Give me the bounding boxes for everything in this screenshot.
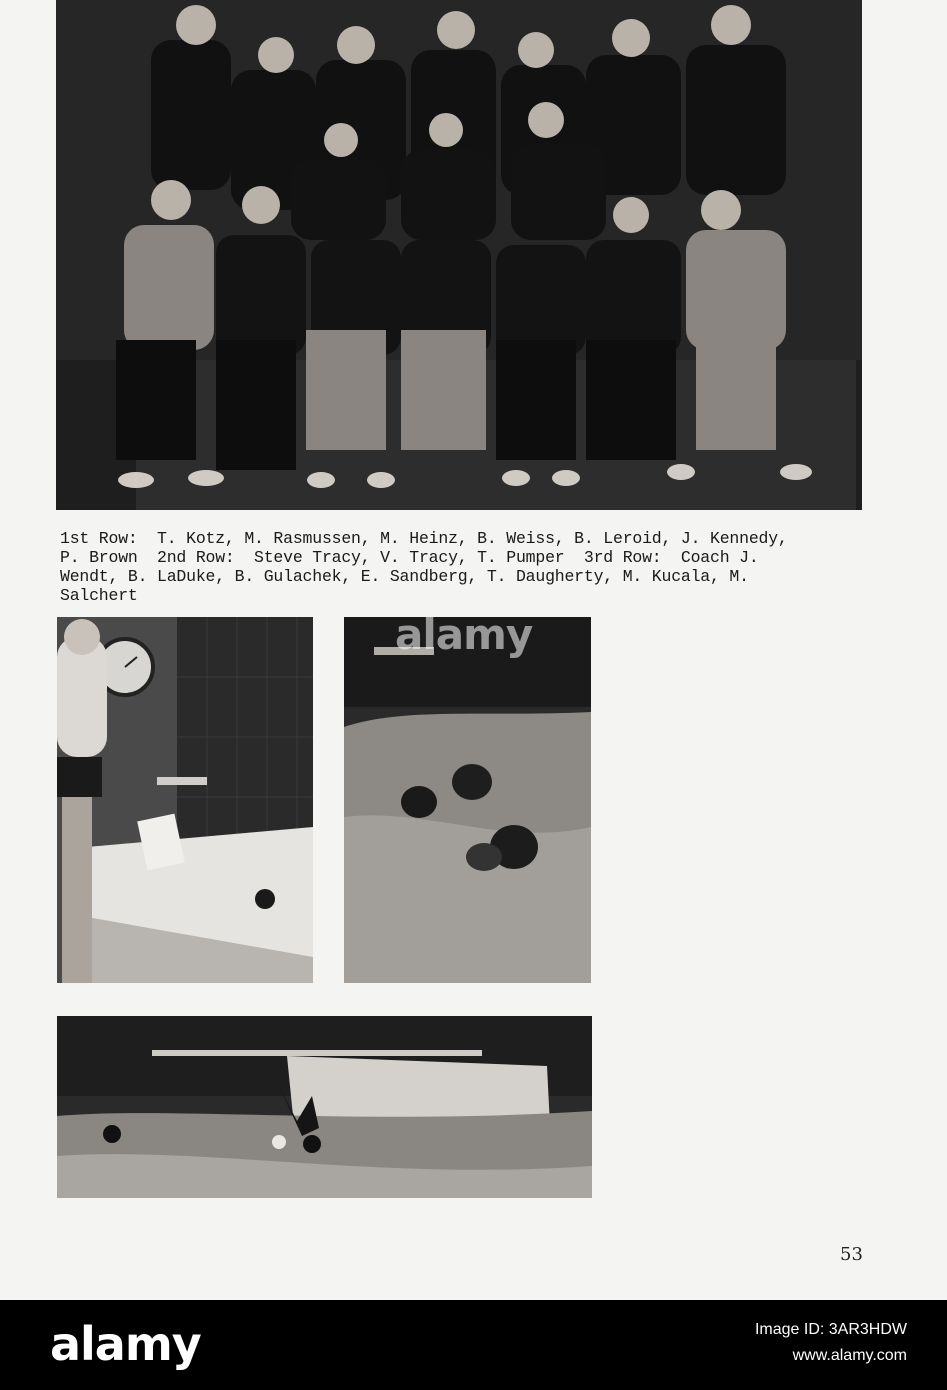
photo-caption bbox=[60, 529, 860, 605]
alamy-logo[interactable] bbox=[50, 1318, 290, 1370]
players-in-pool-photo bbox=[344, 617, 591, 983]
caption-line-4: Salchert bbox=[60, 586, 138, 605]
site-link[interactable]: www.alamy.com bbox=[792, 1347, 907, 1364]
image-meta bbox=[755, 1317, 907, 1369]
team-photo bbox=[56, 0, 862, 510]
brand-wordmark: alamy bbox=[50, 1317, 201, 1371]
caption-line-1: 1st Row: T. Kotz, M. Rasmussen, M. Heinz, B. Weiss, B. Leroid, J. Kennedy, bbox=[60, 529, 788, 548]
caption-line-3: Wendt, B. LaDuke, B. Gulachek, E. Sandberg, T. Daugherty, M. Kucala, M. bbox=[60, 567, 749, 586]
goal-save-photo bbox=[57, 1016, 592, 1198]
poolside-photo bbox=[57, 617, 313, 983]
watermark: alamy bbox=[395, 610, 533, 659]
stock-footer bbox=[0, 1300, 947, 1390]
image-id: Image ID: 3AR3HDW bbox=[754, 1321, 907, 1338]
caption-line-2: P. Brown 2nd Row: Steve Tracy, V. Tracy, T. Pumper 3rd Row: Coach J. bbox=[60, 548, 759, 567]
page-number: 53 bbox=[840, 1244, 863, 1265]
